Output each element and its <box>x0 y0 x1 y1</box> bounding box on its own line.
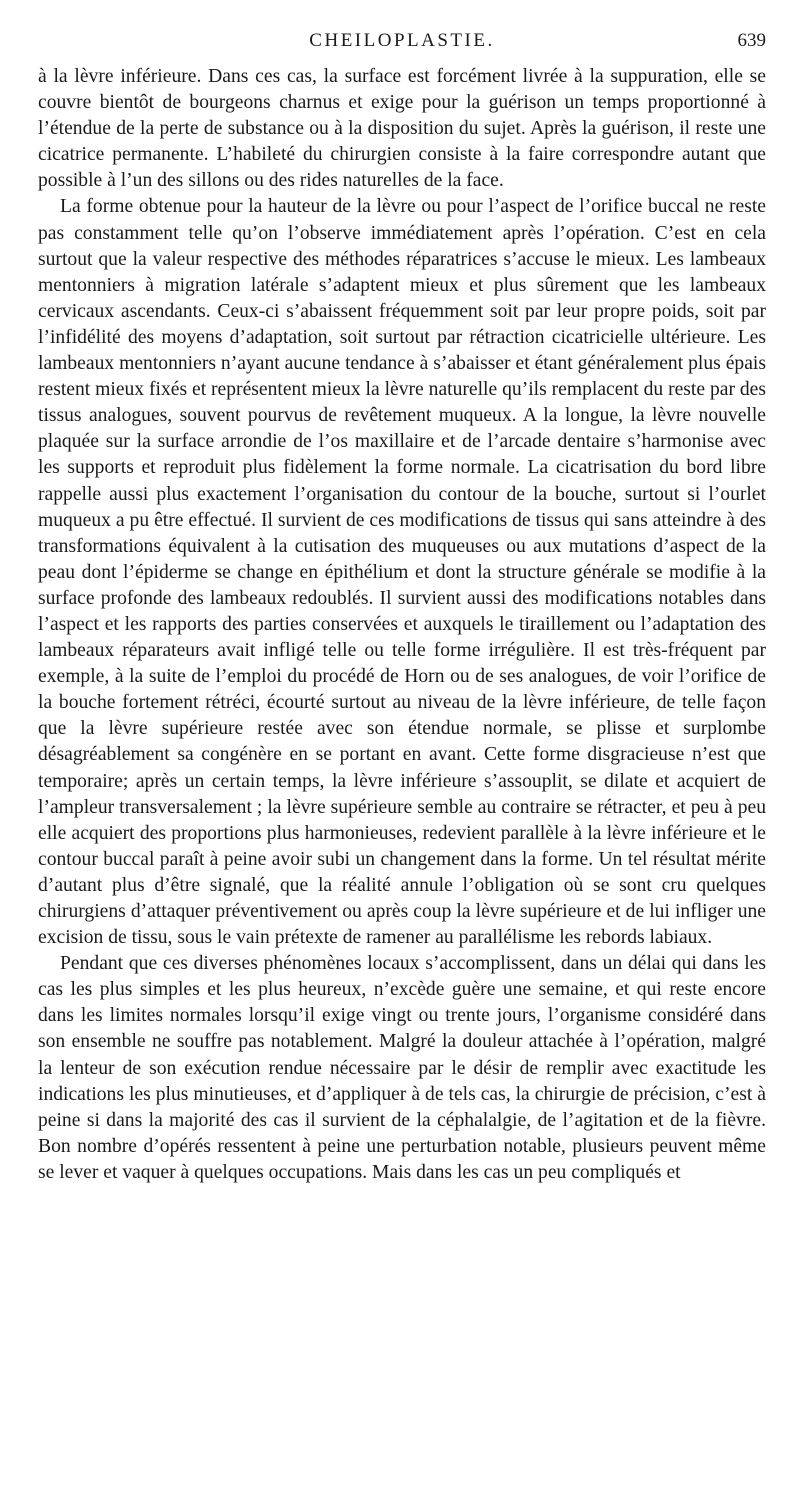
running-head <box>38 30 766 58</box>
page-number: 639 <box>737 30 766 51</box>
running-title: CHEILOPLASTIE. <box>309 30 495 51</box>
paragraph-continued: à la lèvre inférieure. Dans ces cas, la surface est forcément livrée à la suppuration, elle se couvre bientôt de bourgeons charnus et exige pour la guérison un temps proportionné à l’étendue de la perte de substance ou à la disposition du sujet. Après la guérison, il reste une cicatrice permanente. L’habileté du chirurgien consiste à la faire correspondre autant que possible à l’un des sillons ou des rides naturelles de la face. <box>38 66 766 192</box>
paragraph: Pendant que ces diverses phénomènes locaux s’accomplissent, dans un délai qui dans les cas les plus simples et les plus heureux, n’excède guère une semaine, et qui reste encore dans les limites normales lorsqu’il exige vingt ou trente jours, l’organisme considéré dans son ensemble ne souffre pas notablement. Malgré la douleur attachée à l’opération, malgré la lenteur de son exécution rendue nécessaire par le désir de remplir avec exactitude les indications les plus minutieuses, et d’appliquer à de tels cas, la chirurgie de précision, c’est à peine si dans la majorité des cas il survient de la céphalalgie, de l’agitation et de la fièvre. Bon nombre d’opérés ressentent à peine une perturbation notable, plusieurs peuvent même se lever et vaquer à quelques occupations. Mais dans les cas un peu compliqués et <box>38 953 766 1183</box>
paragraph: La forme obtenue pour la hauteur de la lèvre ou pour l’aspect de l’orifice buccal ne reste pas constamment telle qu’on l’observe immédiatement après l’opération. C’est en cela surtout que la valeur respective des méthodes réparatrices s’accuse le mieux. Les lambeaux mentonniers à migration latérale s’adaptent mieux et plus sûrement que les lambeaux cervicaux ascendants. Ceux-ci s’abaissent fréquemment soit par leur propre poids, soit par l’infidélité des moyens d’adaptation, soit surtout par rétraction cicatricielle ultérieure. Les lambeaux mentonniers n’ayant aucune tendance à s’abaisser et étant généralement plus épais restent mieux fixés et représentent mieux la lèvre naturelle qu’ils remplacent du reste par des tissus analogues, souvent pourvus de revêtement muqueux. A la longue, la lèvre nouvelle plaquée sur la surface arrondie de l’os maxillaire et de l’arcade dentaire s’harmonise avec les supports et reproduit plus fidèlement la forme normale. La cicatrisation du bord libre rappelle aussi plus exactement l’organisation du contour de la bouche, surtout si l’ourlet muqueux a pu être effectué. Il survient de ces modifications de tissus qui sans atteindre à des transformations équivalent à la cutisation des muqueuses ou aux mutations d’aspect de la peau dont l’épiderme se change en épithélium et dont la structure générale se modifie à la surface profonde des lambeaux redoublés. Il survient aussi des modifications notables dans l’aspect et les rapports des parties conservées et auxquels le tiraillement ou l’adaptation des lambeaux réparateurs avait infligé telle ou telle forme irrégulière. Il est très-fréquent par exemple, à la suite de l’emploi du procédé de Horn ou de ses analogues, de voir l’orifice de la bouche fortement rétréci, écourté surtout au niveau de la lèvre inférieure, de telle façon que la lèvre supérieure restée avec son étendue normale, se plisse et surplombe désagréablement sa congénère en se portant en avant. Cette forme disgracieuse n’est que temporaire; après un certain temps, la lèvre inférieure s’assouplit, se dilate et acquiert de l’ampleur transversalement ; la lèvre supérieure semble au contraire se rétracter, et peu à peu elle acquiert des proportions plus harmonieuses, redevient parallèle à la lèvre inférieure et le contour buccal paraît à peine avoir subi un changement dans la forme. Un tel résultat mérite d’autant plus d’être signalé, que la réalité annule l’obligation où se sont cru quelques chirurgiens d’attaquer préventivement ou après coup la lèvre supérieure et de lui infliger une excision de tissu, sous le vain prétexte de ramener au parallélisme les rebords labiaux. <box>38 196 766 949</box>
body-text <box>38 64 766 1186</box>
